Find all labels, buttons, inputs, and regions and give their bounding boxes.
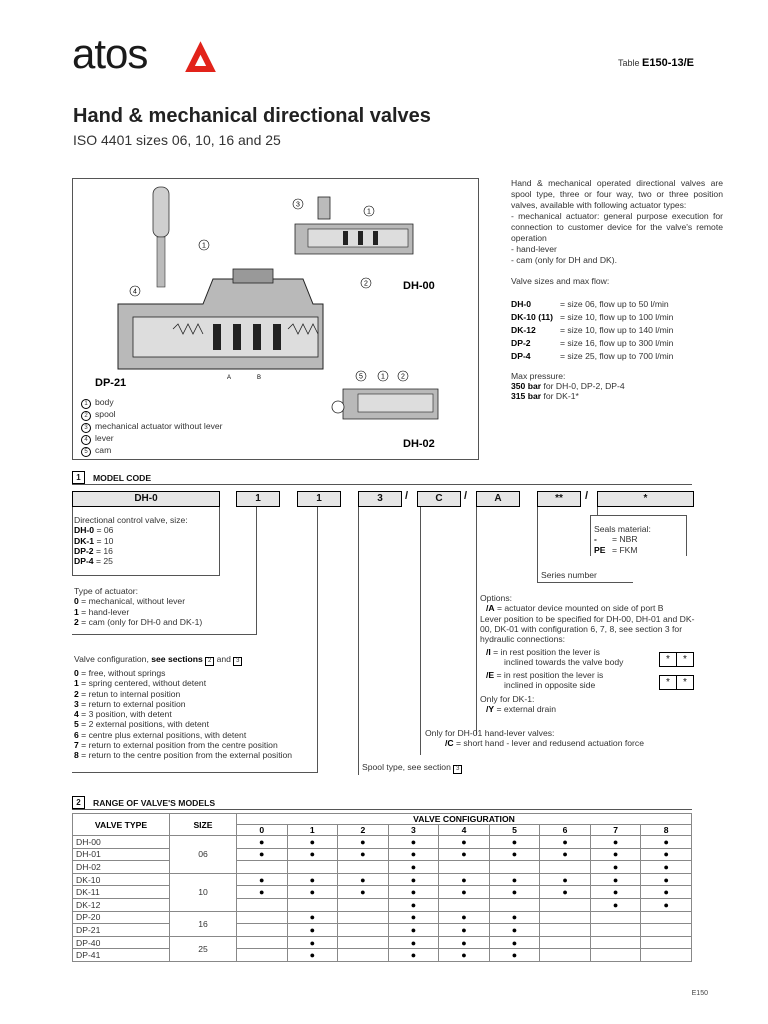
code-box-series: ** xyxy=(537,491,581,507)
table-row xyxy=(73,861,692,874)
config-cell xyxy=(338,861,389,874)
svg-text:1: 1 xyxy=(381,373,385,381)
legend-number: 3 xyxy=(81,423,91,433)
actuator-list xyxy=(74,586,202,627)
config-title: Valve configuration, see sections 2 and 3 xyxy=(74,654,242,666)
config-cell: ● xyxy=(287,848,338,861)
config-header: 6 xyxy=(540,825,591,836)
config-cell xyxy=(590,936,641,949)
config-cell: ● xyxy=(287,886,338,899)
config-cell: ● xyxy=(439,873,490,886)
config-cell: ● xyxy=(388,936,439,949)
list-title: Type of actuator: xyxy=(74,586,139,596)
valve-diagram xyxy=(72,178,479,460)
svg-text:5: 5 xyxy=(359,373,363,381)
flow-model: DP-4 xyxy=(511,350,531,361)
config-cell: ● xyxy=(287,936,338,949)
svg-text:2: 2 xyxy=(401,373,405,381)
config-cell: ● xyxy=(590,848,641,861)
col-valve-config: VALVE CONFIGURATION xyxy=(237,814,692,825)
legend-item xyxy=(81,421,223,433)
legend-text: spool xyxy=(95,409,116,419)
page-subtitle: ISO 4401 sizes 06, 10, 16 and 25 xyxy=(73,132,281,148)
config-cell: ● xyxy=(439,911,490,924)
config-cell xyxy=(237,949,288,962)
config-cell: ● xyxy=(540,836,591,849)
list-item: 0 = free, without springs xyxy=(74,668,166,678)
spool-type-note: Spool type, see section 3 xyxy=(362,762,462,774)
config-cell: ● xyxy=(641,898,692,911)
config-list xyxy=(74,668,292,761)
config-cell: ● xyxy=(641,886,692,899)
config-cell xyxy=(540,898,591,911)
code-box-option-a: A xyxy=(476,491,520,507)
config-cell: ● xyxy=(237,886,288,899)
seals-block: Seals material: - = NBR PE = FKM xyxy=(594,524,651,555)
config-cell: ● xyxy=(439,949,490,962)
table-row xyxy=(73,836,692,849)
config-cell: ● xyxy=(287,836,338,849)
config-cell xyxy=(237,936,288,949)
option-e: /E = in rest position the lever is inclined in opposite side xyxy=(486,670,604,691)
config-cell: ● xyxy=(540,848,591,861)
series-number-label: Series number xyxy=(541,570,597,580)
size-cell: 25 xyxy=(170,936,237,961)
config-cell: ● xyxy=(388,949,439,962)
config-cell: ● xyxy=(540,873,591,886)
config-cell: ● xyxy=(540,886,591,899)
config-cell: ● xyxy=(338,886,389,899)
page-title: Hand & mechanical directional valves xyxy=(73,105,431,127)
flow-row xyxy=(511,349,731,362)
flow-desc: = size 06, flow up to 50 l/min xyxy=(560,298,669,309)
svg-text:2: 2 xyxy=(364,280,368,288)
list-item: DK-1 = 10 xyxy=(74,535,114,546)
config-cell xyxy=(338,898,389,911)
config-cell xyxy=(540,949,591,962)
config-cell: ● xyxy=(590,898,641,911)
table-row xyxy=(73,848,692,861)
config-cell xyxy=(641,911,692,924)
list-item: 2 = retun to internal position xyxy=(74,688,181,699)
config-cell: ● xyxy=(237,848,288,861)
config-header: 7 xyxy=(590,825,641,836)
config-cell: ● xyxy=(489,949,540,962)
valve-type-cell: DH-01 xyxy=(73,848,170,861)
list-item: 7 = return to external position from the centre position xyxy=(74,740,278,751)
config-cell xyxy=(338,936,389,949)
config-cell xyxy=(287,898,338,911)
config-header: 8 xyxy=(641,825,692,836)
col-size: SIZE xyxy=(170,814,237,836)
label-dp21: DP-21 xyxy=(95,377,127,389)
config-cell xyxy=(338,924,389,937)
config-header: 3 xyxy=(388,825,439,836)
table-row xyxy=(73,911,692,924)
config-cell: ● xyxy=(439,886,490,899)
table-row xyxy=(73,886,692,899)
label-dh02: DH-02 xyxy=(403,438,435,450)
config-cell xyxy=(590,924,641,937)
list-item: DH-0 = 06 xyxy=(74,525,114,536)
valve-type-cell: DH-00 xyxy=(73,836,170,849)
config-cell xyxy=(540,861,591,874)
config-header: 0 xyxy=(237,825,288,836)
config-cell xyxy=(641,936,692,949)
flow-desc: = size 10, flow up to 140 l/min xyxy=(560,324,674,335)
valve-type-cell: DK-12 xyxy=(73,898,170,911)
flow-row xyxy=(511,310,731,323)
intro-text: Hand & mechanical operated directional valves are spool type, three or four way, two or three position valves, available with following actuator types: - mechanical actuator: general purpose execution for connection to customer device for the valve's remote operation - hand-lever - cam (only for DH and DK). Valve sizes and max flow: xyxy=(511,178,723,286)
config-cell: ● xyxy=(388,873,439,886)
size-cell: 10 xyxy=(170,873,237,911)
valve-type-cell: DH-02 xyxy=(73,861,170,874)
legend-number: 1 xyxy=(81,399,91,409)
config-cell xyxy=(439,898,490,911)
config-cell: ● xyxy=(439,936,490,949)
config-cell xyxy=(338,949,389,962)
atos-logo xyxy=(72,32,232,78)
config-cell: ● xyxy=(641,848,692,861)
legend-text: body xyxy=(95,397,114,407)
section-model-code: 1 MODEL CODE xyxy=(72,471,151,484)
legend-number: 4 xyxy=(81,435,91,445)
svg-text:1: 1 xyxy=(367,208,371,216)
table-row xyxy=(73,924,692,937)
flow-model: DH-0 xyxy=(511,298,532,309)
config-cell: ● xyxy=(287,911,338,924)
table-row xyxy=(73,936,692,949)
config-cell: ● xyxy=(590,836,641,849)
footer-code: E150 xyxy=(691,990,708,997)
valve-type-cell: DP-20 xyxy=(73,911,170,924)
flow-row xyxy=(511,323,731,336)
config-cell: ● xyxy=(489,836,540,849)
config-cell xyxy=(237,861,288,874)
code-box-size: DH-0 xyxy=(72,491,220,507)
config-cell: ● xyxy=(489,848,540,861)
table-row xyxy=(73,898,692,911)
config-header: 2 xyxy=(338,825,389,836)
svg-text:3: 3 xyxy=(296,201,300,209)
config-cell: ● xyxy=(237,873,288,886)
config-header: 1 xyxy=(287,825,338,836)
config-cell: ● xyxy=(439,836,490,849)
legend-item xyxy=(81,409,223,421)
list-item: DP-2 = 16 xyxy=(74,545,113,556)
config-cell: ● xyxy=(338,873,389,886)
config-cell: ● xyxy=(388,898,439,911)
config-cell: ● xyxy=(338,848,389,861)
list-item: 0 = mechanical, without lever xyxy=(74,596,186,607)
diagram-legend xyxy=(81,397,223,457)
code-box-actuator: 1 xyxy=(236,491,280,507)
config-cell: ● xyxy=(338,836,389,849)
section-range: 2 RANGE OF VALVE'S MODELS xyxy=(72,796,215,809)
config-cell: ● xyxy=(287,949,338,962)
dh01-options: Only for DH-01 hand-lever valves: /C = short hand - lever and redusend actuation force xyxy=(425,728,644,749)
flow-row xyxy=(511,336,731,349)
config-cell: ● xyxy=(489,936,540,949)
config-cell: ● xyxy=(439,924,490,937)
config-cell xyxy=(439,861,490,874)
valve-type-cell: DK-11 xyxy=(73,886,170,899)
flow-desc: = size 25, flow up to 700 l/min xyxy=(560,350,674,361)
valve-type-cell: DP-41 xyxy=(73,949,170,962)
config-cell: ● xyxy=(489,911,540,924)
config-cell: ● xyxy=(388,848,439,861)
valve-type-cell: DP-40 xyxy=(73,936,170,949)
flow-model: DK-12 xyxy=(511,324,536,335)
legend-item xyxy=(81,445,223,457)
config-cell: ● xyxy=(388,911,439,924)
list-item: DP-4 = 25 xyxy=(74,556,113,567)
config-cell: ● xyxy=(287,924,338,937)
label-dh00: DH-00 xyxy=(403,280,435,292)
config-cell xyxy=(287,861,338,874)
legend-number: 2 xyxy=(81,411,91,421)
list-item: 6 = centre plus external positions, with detent xyxy=(74,729,247,740)
legend-number: 5 xyxy=(81,447,91,457)
flow-desc: = size 10, flow up to 100 l/min xyxy=(560,311,674,322)
config-cell: ● xyxy=(590,886,641,899)
config-cell: ● xyxy=(388,861,439,874)
size-cell: 16 xyxy=(170,911,237,936)
legend-item xyxy=(81,397,223,409)
svg-text:4: 4 xyxy=(133,288,137,296)
config-cell xyxy=(237,924,288,937)
config-cell xyxy=(590,949,641,962)
code-box-spool: 3 xyxy=(358,491,402,507)
list-item: 4 = 3 position, with detent xyxy=(74,709,172,720)
flow-row xyxy=(511,297,731,310)
config-cell: ● xyxy=(590,861,641,874)
list-title: Directional control valve, size: xyxy=(74,515,188,525)
svg-text:B: B xyxy=(257,375,262,381)
config-cell xyxy=(540,911,591,924)
config-cell: ● xyxy=(489,873,540,886)
brand-name: atos xyxy=(72,32,148,77)
config-cell xyxy=(489,861,540,874)
config-cell xyxy=(237,911,288,924)
brand-triangle xyxy=(190,48,211,69)
size-list xyxy=(74,515,188,566)
range-table xyxy=(72,813,692,962)
config-header: 5 xyxy=(489,825,540,836)
list-item: 2 = cam (only for DH-0 and DK-1) xyxy=(74,616,203,627)
legend-text: lever xyxy=(95,433,114,443)
config-cell xyxy=(489,898,540,911)
config-cell: ● xyxy=(388,886,439,899)
table-row xyxy=(73,873,692,886)
col-valve-type: VALVE TYPE xyxy=(73,814,170,836)
config-cell: ● xyxy=(489,924,540,937)
config-cell: ● xyxy=(641,836,692,849)
code-box-option-c: C xyxy=(417,491,461,507)
valve-type-cell: DP-21 xyxy=(73,924,170,937)
legend-text: cam xyxy=(95,445,112,455)
config-cell: ● xyxy=(641,873,692,886)
code-box-config: 1 xyxy=(297,491,341,507)
config-cell: ● xyxy=(237,836,288,849)
pressure-info: Max pressure: 350 bar for DH-0, DP-2, DP-4 315 bar for DK-1* xyxy=(511,371,625,401)
table-row xyxy=(73,949,692,962)
config-header: 4 xyxy=(439,825,490,836)
flow-list xyxy=(511,297,731,362)
config-cell xyxy=(641,924,692,937)
svg-text:1: 1 xyxy=(202,242,206,250)
table-reference: Table E150-13/E xyxy=(617,57,694,69)
list-item: 8 = return to the centre position from the external position xyxy=(74,750,293,761)
config-cell: ● xyxy=(590,873,641,886)
svg-text:A: A xyxy=(227,375,232,381)
flow-model: DK-10 (11) xyxy=(511,311,554,322)
code-box-seals: * xyxy=(597,491,694,507)
config-cell xyxy=(590,911,641,924)
config-cell: ● xyxy=(489,886,540,899)
valve-type-cell: DK-10 xyxy=(73,873,170,886)
list-item: 1 = spring centered, without detent xyxy=(74,678,207,689)
config-cell xyxy=(540,924,591,937)
config-cell xyxy=(540,936,591,949)
config-cell xyxy=(237,898,288,911)
dk1-options: Only for DK-1: /Y = external drain xyxy=(480,694,556,715)
config-cell: ● xyxy=(641,861,692,874)
config-cell: ● xyxy=(388,924,439,937)
size-cell: 06 xyxy=(170,836,237,874)
config-cell: ● xyxy=(287,873,338,886)
flow-desc: = size 16, flow up to 300 l/min xyxy=(560,337,674,348)
flow-model: DP-2 xyxy=(511,337,531,348)
options-block: Options: /A = actuator device mounted on side of port B Lever position to be specified for DH-00, DH-01 and DK-00, DK-01 with configuration 6, 7, 8, see section 3 for hydraulic connections: xyxy=(480,593,695,645)
config-cell: ● xyxy=(439,848,490,861)
config-cell xyxy=(338,911,389,924)
option-i: /I = in rest position the lever is inclined towards the valve body xyxy=(486,647,624,668)
legend-item xyxy=(81,433,223,445)
list-item: 5 = 2 external positions, with detent xyxy=(74,719,209,730)
config-cell xyxy=(641,949,692,962)
legend-text: mechanical actuator without lever xyxy=(95,421,223,431)
config-cell: ● xyxy=(388,836,439,849)
list-item: 1 = hand-lever xyxy=(74,606,130,617)
list-item: 3 = return to external position xyxy=(74,698,186,709)
